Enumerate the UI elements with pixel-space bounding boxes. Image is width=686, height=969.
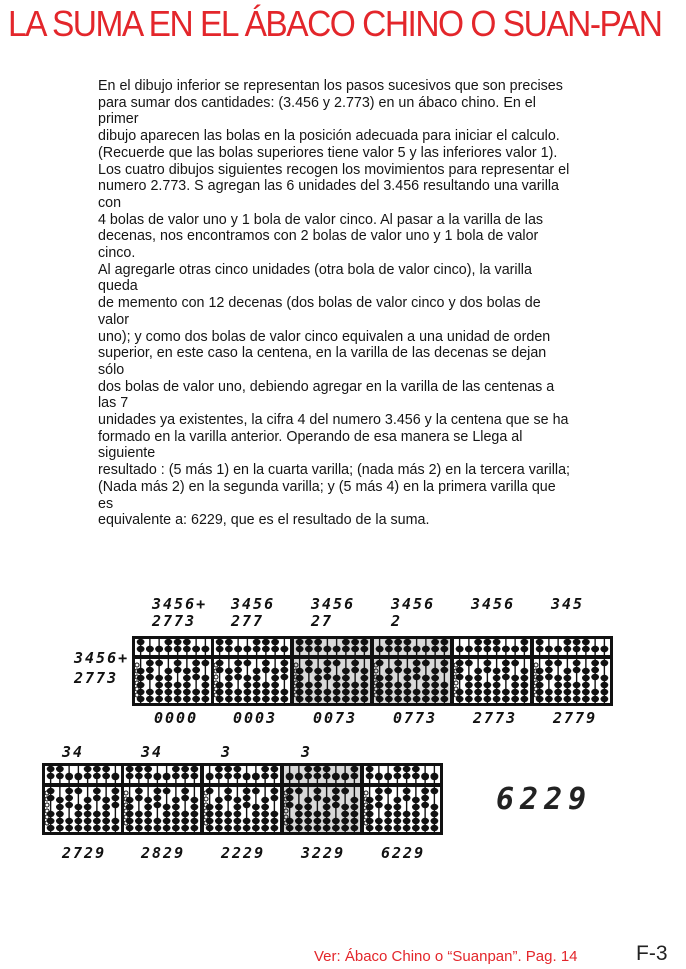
row2-result-number: 3229 [301,844,346,862]
row1-top-number: 3456 [231,595,276,613]
body-line: de memento con 12 decenas (dos bolas de valor cinco y dos bolas de [98,295,541,312]
row2-top-number: 34 [62,743,85,761]
body-line: unidades ya existentes, la cifra 4 del numero 3.456 y la centena que se ha [98,412,569,429]
body-line: (Nada más 2) en la segunda varilla; y (5 más 4) en la primera varilla que [98,478,556,495]
row2-result-number: 6229 [381,844,426,862]
row2-result-number: 2829 [141,844,186,862]
abacus-frame [531,636,613,706]
body-line: cinco. [98,245,136,262]
abacus-frame [121,763,203,835]
body-line: siguiente [98,445,156,462]
final-result: 6229 [496,782,593,817]
body-line: dibujo aparecen las bolas en la posición adecuada para iniciar el calculo. [98,128,560,145]
row1-second-number: 27 [311,612,334,630]
row2-result-number: 2229 [221,844,266,862]
side-label-top: 3456+ [74,649,130,667]
body-line: las 7 [98,395,129,412]
page-number: F-3 [636,942,668,965]
row2-result-number: 2729 [62,844,107,862]
row1-result-number: 2779 [553,709,598,727]
row2-top-number: 3 [301,743,313,761]
body-line: (Recuerde que las bolas superiores tiene valor 5 y las inferiores valor 1). [98,144,558,161]
body-line: equivalente a: 6229, que es el resultado de la suma. [98,512,430,529]
row1-result-number: 2773 [473,709,518,727]
body-line: uno); y como dos bolas de valor cinco equivalen a una unidad de orden [98,328,551,345]
row1-result-number: 0000 [154,709,199,727]
body-line: resultado : (5 más 1) en la cuarta varilla; (nada más 2) en la tercera varilla; [98,462,571,479]
body-line: queda [98,278,138,295]
row2-top-number: 34 [141,743,164,761]
row1-second-number: 2 [391,612,403,630]
row1-result-number: 0773 [393,709,438,727]
page-title: LA SUMA EN EL ÁBACO CHINO O SUAN-PAN [8,3,662,44]
abacus-frame [371,636,453,706]
row1-second-number: 2773 [152,612,197,630]
abacus-frame [42,763,124,835]
body-line: con [98,194,122,211]
row1-top-number: 3456+ [152,595,208,613]
row1-top-number: 3456 [311,595,356,613]
body-line: Los cuatro dibujos siguientes recogen los movimientos para representar el [98,161,570,178]
abacus-frame [201,763,283,835]
body-line: decenas, nos encontramos con 2 bolas de valor uno y 1 bola de valor [98,228,539,245]
body-line: numero 2.773. S agregan las 6 unidades del 3.456 resultando una varilla [98,178,559,195]
row2-top-number: 3 [221,743,233,761]
footer-reference: Ver: Ábaco Chino o “Suanpan”. Pag. 14 [314,948,578,965]
body-line: En el dibujo inferior se representan los pasos sucesivos que son precises [98,78,563,94]
body-line: es [98,495,114,512]
body-line: dos bolas de valor uno, debiendo agregar en la varilla de las centenas a [98,378,555,395]
abacus-frame [451,636,533,706]
row1-result-number: 0073 [313,709,358,727]
row1-top-number: 3456 [391,595,436,613]
body-paragraph [98,78,598,529]
abacus-frame [361,763,443,835]
side-label-bottom: 2773 [74,669,119,687]
abacus-frame [291,636,373,706]
abacus-frame [211,636,293,706]
body-line: superior, en este caso la centena, en la varilla de las decenas se dejan [98,345,547,362]
row1-result-number: 0003 [233,709,278,727]
row1-second-number: 277 [231,612,265,630]
row1-top-number: 3456 [471,595,516,613]
body-line: Al agregarle otras cinco unidades (otra bola de valor cinco), la varilla [98,261,532,278]
body-line: para sumar dos cantidades: (3.456 y 2.773) en un ábaco chino. En el [98,94,536,111]
abacus-frame [281,763,363,835]
body-line: 4 bolas de valor uno y 1 bola de valor cinco. Al pasar a la varilla de las [98,211,544,228]
body-line: formado en la varilla anterior. Operando de esa manera se Llega al [98,428,523,445]
body-line: primer [98,111,139,128]
abacus-frame [132,636,214,706]
row1-top-number: 345 [551,595,585,613]
body-line: valor [98,311,129,328]
body-line: sólo [98,361,125,378]
